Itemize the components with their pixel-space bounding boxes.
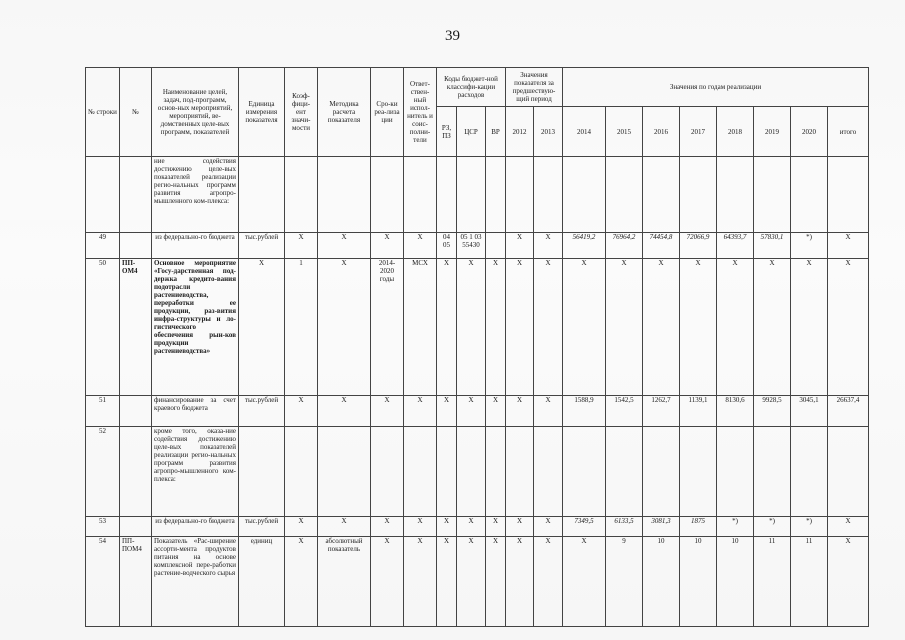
col-header-responsible: Ответ-ствен-ный испол-нитель и соис-полни-тели (404, 68, 437, 157)
col-header-method: Методика расчета показателя (318, 68, 371, 157)
row-2019: Х (754, 259, 791, 396)
row-number: 54 (86, 537, 120, 627)
row-responsible: Х (404, 517, 437, 537)
row-rz: Х (437, 517, 457, 537)
row-2016: 1262,7 (643, 396, 680, 427)
row-2013: Х (534, 396, 563, 427)
row-csr: Х (457, 537, 486, 627)
row-method: Х (318, 259, 371, 396)
row-number: 52 (86, 427, 120, 517)
row-csr: Х (457, 396, 486, 427)
row-2017: 10 (680, 537, 717, 627)
col-header-row-number: № строки (86, 68, 120, 157)
col-header-total: итого (828, 107, 869, 157)
row-name: финансирование за счет краевого бюджета (152, 396, 239, 427)
row-responsible: Х (404, 396, 437, 427)
table-row (86, 233, 869, 259)
row-coef: Х (285, 537, 318, 627)
page-number: 39 (445, 28, 460, 44)
row-code: ПП-ОМ4 (120, 259, 152, 396)
row-terms: Х (371, 396, 404, 427)
row-2012: Х (506, 259, 534, 396)
row-responsible: Х (404, 537, 437, 627)
row-2020: *) (791, 233, 828, 259)
col-header-budget-codes: Коды бюджет-ной классифи-кации расходов (437, 68, 506, 107)
row-2013: Х (534, 259, 563, 396)
row-vr: Х (486, 517, 506, 537)
row-2020: *) (791, 517, 828, 537)
row-rz: 04 05 (437, 233, 457, 259)
row-unit: тыс.рублей (239, 233, 285, 259)
row-unit: тыс.рублей (239, 517, 285, 537)
row-2015: 1542,5 (606, 396, 643, 427)
col-header-rz: РЗ, ПЗ (437, 107, 457, 157)
row-total: Х (828, 517, 869, 537)
col-header-years: Значения по годам реализации (563, 68, 869, 107)
row-terms: Х (371, 517, 404, 537)
row-2019: 57830,1 (754, 233, 791, 259)
row-2015: Х (606, 259, 643, 396)
row-2020: 11 (791, 537, 828, 627)
row-2019: 11 (754, 537, 791, 627)
row-number: 51 (86, 396, 120, 427)
row-2019: 9928,5 (754, 396, 791, 427)
row-rz: Х (437, 396, 457, 427)
col-header-coef: Коэф-фици-ент значи-мости (285, 68, 318, 157)
row-total: Х (828, 233, 869, 259)
row-2017: 72066,9 (680, 233, 717, 259)
row-vr: Х (486, 537, 506, 627)
row-responsible: МСХ (404, 259, 437, 396)
row-2013: Х (534, 537, 563, 627)
row-2014: 56419,2 (563, 233, 606, 259)
row-method: абсолютный показатель (318, 537, 371, 627)
row-terms: 2014-2020 годы (371, 259, 404, 396)
row-csr: Х (457, 517, 486, 537)
col-header-2017: 2017 (680, 107, 717, 157)
row-csr: Х (457, 259, 486, 396)
row-total: Х (828, 537, 869, 627)
row-terms: Х (371, 233, 404, 259)
col-header-2020: 2020 (791, 107, 828, 157)
row-2016: 3081,3 (643, 517, 680, 537)
row-2014: 7349,5 (563, 517, 606, 537)
table-row (86, 259, 869, 396)
row-2018: Х (717, 259, 754, 396)
row-2020: 3045,1 (791, 396, 828, 427)
row-coef: 1 (285, 259, 318, 396)
row-terms: Х (371, 537, 404, 627)
row-2012: Х (506, 396, 534, 427)
row-method: Х (318, 396, 371, 427)
row-unit: тыс.рублей (239, 396, 285, 427)
col-header-previous-period: Значения показателя за предшествую-щий период (506, 68, 563, 107)
table-row (86, 427, 869, 517)
row-2014: Х (563, 259, 606, 396)
row-name: ние содействия достижению целе-вых показателей реализации регио-нальных программ развития агропро-мышленного ком-плекса: (152, 157, 239, 233)
row-2018: 64393,7 (717, 233, 754, 259)
row-number: 50 (86, 259, 120, 396)
col-header-2018: 2018 (717, 107, 754, 157)
row-2015: 76964,2 (606, 233, 643, 259)
row-2020: Х (791, 259, 828, 396)
col-header-2013: 2013 (534, 107, 563, 157)
row-2018: 10 (717, 537, 754, 627)
col-header-vr: ВР (486, 107, 506, 157)
table-row (86, 396, 869, 427)
table-row (86, 517, 869, 537)
row-2012: Х (506, 233, 534, 259)
row-name: Показатель «Рас-ширение ассорти-мента продуктов питания на основе комплексной пере-работки растение-водческого сырья (152, 537, 239, 627)
col-header-unit: Единица измерения показателя (239, 68, 285, 157)
row-rz: Х (437, 537, 457, 627)
row-2018: 8130,6 (717, 396, 754, 427)
row-coef: Х (285, 396, 318, 427)
program-table (85, 67, 869, 627)
col-header-csr: ЦСР (457, 107, 486, 157)
row-csr: 05 1 03 55430 (457, 233, 486, 259)
row-vr: Х (486, 396, 506, 427)
row-2019: *) (754, 517, 791, 537)
row-2013: Х (534, 517, 563, 537)
row-number: 49 (86, 233, 120, 259)
row-vr: Х (486, 259, 506, 396)
row-rz: Х (437, 259, 457, 396)
row-2012: Х (506, 537, 534, 627)
col-header-terms: Сро-ки реа-лиза ции (371, 68, 404, 157)
col-header-2019: 2019 (754, 107, 791, 157)
col-header-2016: 2016 (643, 107, 680, 157)
row-responsible: Х (404, 233, 437, 259)
row-name: Основное мероприятие «Госу-дарственная под-держка кредито-вания подотрасли растениеводства, переработки ее продукции, раз-вития инфра-структуры и ло-гистического обеспечения рын-ков продукции растениеводства» (152, 259, 239, 396)
row-2012: Х (506, 517, 534, 537)
row-name: кроме того, оказа-ние содействия достижению целе-вых показателей реализации регио-нальных программ развития агропро-мышленного ком-плекса: (152, 427, 239, 517)
header-row-top (86, 68, 869, 107)
row-2017: 1875 (680, 517, 717, 537)
row-2014: Х (563, 537, 606, 627)
col-header-2015: 2015 (606, 107, 643, 157)
row-method: Х (318, 517, 371, 537)
row-number: 53 (86, 517, 120, 537)
row-2017: Х (680, 259, 717, 396)
row-2016: 74454,8 (643, 233, 680, 259)
row-coef: Х (285, 517, 318, 537)
row-coef: Х (285, 233, 318, 259)
row-method: Х (318, 233, 371, 259)
row-2016: Х (643, 259, 680, 396)
row-2013: Х (534, 233, 563, 259)
table-row (86, 157, 869, 233)
row-2018: *) (717, 517, 754, 537)
row-2015: 9 (606, 537, 643, 627)
row-code: ПП-ПОМ4 (120, 537, 152, 627)
row-total: Х (828, 259, 869, 396)
row-vr (486, 233, 506, 259)
row-2015: 6133,5 (606, 517, 643, 537)
row-total: 26637,4 (828, 396, 869, 427)
col-header-number: № (120, 68, 152, 157)
row-2016: 10 (643, 537, 680, 627)
col-header-name: Наименование целей, задач, под-программ, основ-ных мероприятий, мероприятий, ве-домственных целе-вых программ, показателей (152, 68, 239, 157)
col-header-2012: 2012 (506, 107, 534, 157)
row-unit: Х (239, 259, 285, 396)
row-2014: 1588,9 (563, 396, 606, 427)
col-header-2014: 2014 (563, 107, 606, 157)
row-unit: единиц (239, 537, 285, 627)
table-row (86, 537, 869, 627)
row-2017: 1139,1 (680, 396, 717, 427)
row-name: из федерально-го бюджета (152, 233, 239, 259)
row-name: из федерально-го бюджета (152, 517, 239, 537)
